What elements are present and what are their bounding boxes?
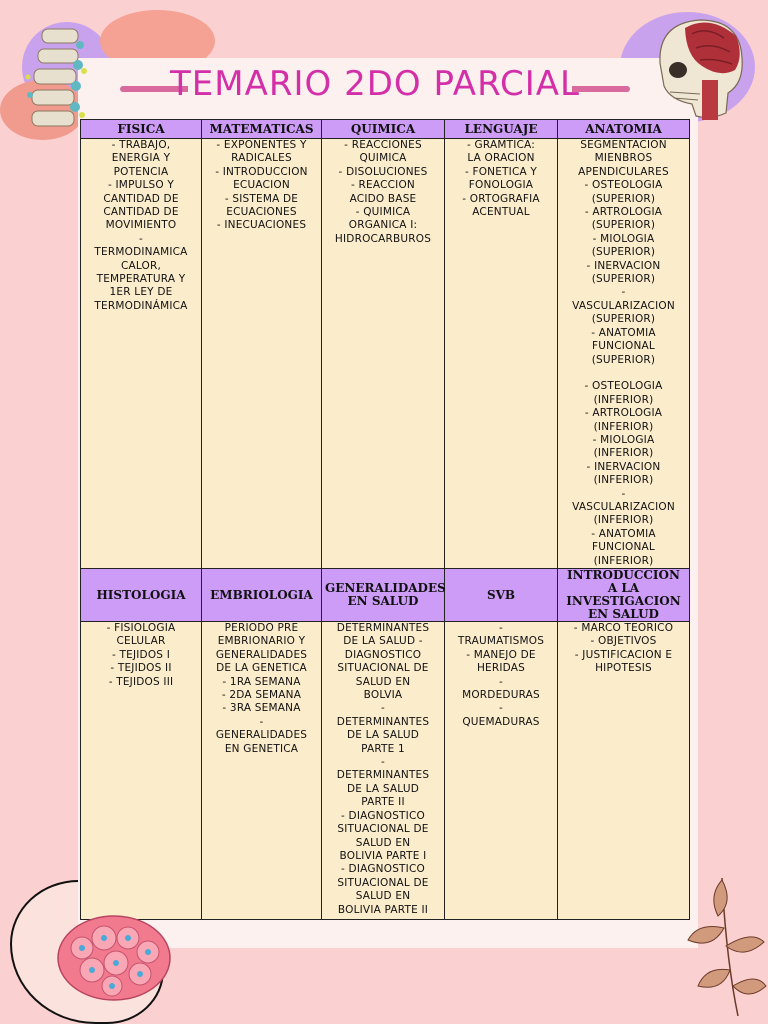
topics-cell: DETERMINANTES DE LA SALUD - DIAGNOSTICO SITUACIONAL DE SALUD EN BOLVIA - DETERMINANTES DE LA SALUD PARTE 1 - DETERMINANTES DE LA SALUD PARTE II - DIAGNOSTICO SITUACIONAL DE SALUD EN BOLIVIA PARTE I - DIAGNOSTICO SITUACIONAL DE SALUD EN BOLIVIA PARTE II (322, 622, 445, 920)
topics-cell: PERIODO PRE EMBRIONARIO Y GENERALIDADES DE LA GENETICA - 1RA SEMANA - 2DA SEMANA - 3RA SEMANA - GENERALIDADES EN GENETICA (202, 622, 322, 920)
header-row-2 (81, 569, 690, 622)
topics-cell: - MARCO TEORICO - OBJETIVOS - JUSTIFICACION E HIPOTESIS (558, 622, 690, 920)
subject-header: EMBRIOLOGIA (202, 569, 322, 622)
subject-header: MATEMATICAS (202, 120, 322, 139)
subject-header: HISTOLOGIA (81, 569, 202, 622)
topics-cell: - REACCIONES QUIMICA - DISOLUCIONES - REACCION ACIDO BASE - QUIMICA ORGANICA I: HIDROCARBUROS (322, 139, 445, 569)
topics-cell: - EXPONENTES Y RADICALES - INTRODUCCION ECUACION - SISTEMA DE ECUACIONES - INECUACIONES (202, 139, 322, 569)
header-row-1 (81, 120, 690, 139)
page-title: TEMARIO 2DO PARCIAL (170, 64, 580, 104)
leaves-illustration (678, 868, 768, 1018)
subject-header: ANATOMIA (558, 120, 690, 139)
topics-cell: - TRABAJO, ENERGIA Y POTENCIA - IMPULSO Y CANTIDAD DE CANTIDAD DE MOVIMIENTO - TERMODINAMICA CALOR, TEMPERATURA Y 1ER LEY DE TERMODINÁMICA (81, 139, 202, 569)
content-row-2 (81, 622, 690, 920)
skull-illustration (640, 8, 750, 128)
subject-header: QUIMICA (322, 120, 445, 139)
topics-cell: - GRAMTICA: LA ORACION - FONETICA Y FONOLOGIA - ORTOGRAFIA ACENTUAL (445, 139, 558, 569)
subject-header: FISICA (81, 120, 202, 139)
syllabus-table (80, 119, 690, 920)
subject-header: LENGUAJE (445, 120, 558, 139)
subject-header: INTRODUCCION A LA INVESTIGACION EN SALUD (558, 569, 690, 622)
topics-cell: SEGMENTACION MIENBROS APENDICULARES - OSTEOLOGIA (SUPERIOR) - ARTROLOGIA (SUPERIOR) - MIOLOGIA (SUPERIOR) - INERVACION (SUPERIOR) - VASCULARIZACION (SUPERIOR) - ANATOMIA FUNCIONAL (SUPERIOR) - OSTEOLOGIA (INFERIOR) - ARTROLOGIA (INFERIOR) - MIOLOGIA (INFERIOR) - INERVACION (INFERIOR) - VASCULARIZACION (INFERIOR) - ANATOMIA FUNCIONAL (INFERIOR) (558, 139, 690, 569)
cells-illustration (52, 908, 177, 1008)
subject-header: SVB (445, 569, 558, 622)
topics-cell: - TRAUMATISMOS - MANEJO DE HERIDAS - MORDEDURAS - QUEMADURAS (445, 622, 558, 920)
topics-cell: - FISIOLOGIA CELULAR - TEJIDOS I - TEJIDOS II - TEJIDOS III (81, 622, 202, 920)
subject-header: GENERALIDADES EN SALUD (322, 569, 445, 622)
content-row-1 (81, 139, 690, 569)
